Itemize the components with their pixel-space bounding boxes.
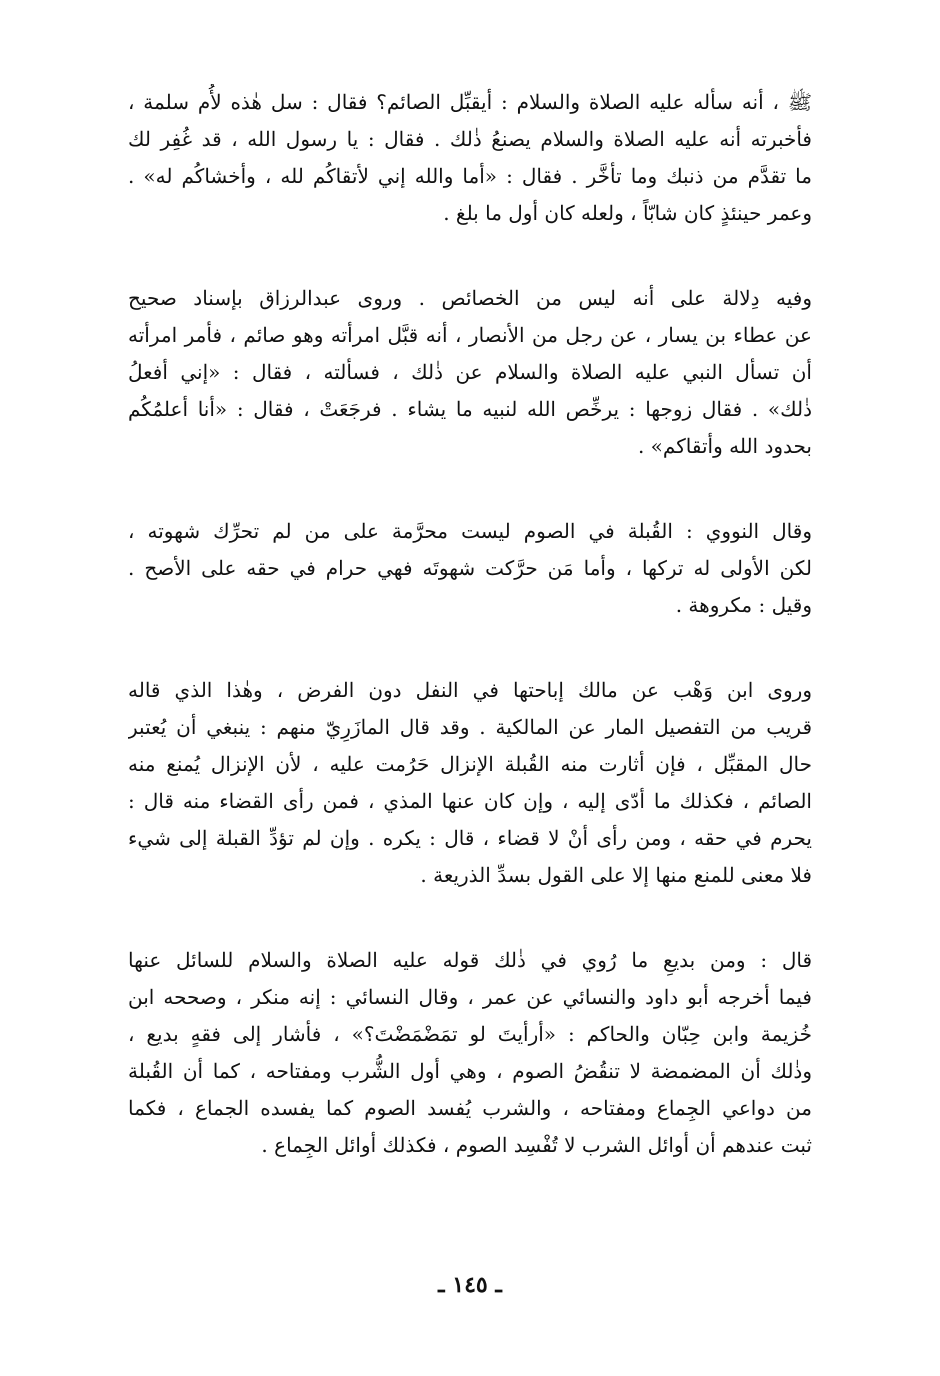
text-line: وذٰلك أن المضمضة لا تنقُضُ الصوم ، وهي أول الشُّرب ومفتاحه ، كما أن القُبلة [128, 1059, 812, 1083]
paragraph-2 [128, 280, 812, 465]
text-line: وعمر حينئذٍ كان شابّاً ، ولعله كان أول ما بلغ . [443, 201, 812, 225]
text-line: وروى ابن وَهْب عن مالك إباحتها في النفل دون الفرض ، وهٰذا الذي قاله [128, 678, 812, 702]
paragraph-5 [128, 942, 812, 1164]
text-line: قريب من التفصيل المار عن المالكية . وقد قال المازَرِيّ منهم : ينبغي أن يُعتبر [128, 715, 812, 739]
page-number: ـ ١٤٥ ـ [438, 1272, 502, 1298]
paragraph-3 [128, 513, 812, 624]
text-line: عن عطاء بن يسار ، عن رجل من الأنصار ، أنه قبَّل امرأته وهو صائم ، فأمر امرأته [128, 323, 812, 347]
text-line: وقيل : مكروهة . [675, 593, 812, 617]
paragraph-1 [128, 84, 812, 232]
text-line: من دواعي الجِماع ومفتاحه ، والشرب يُفسد الصوم كما يفسده الجماع ، فكما [128, 1096, 812, 1120]
text-line: ﷺ ، أنه سأله عليه الصلاة والسلام : أيقبِّل الصائم؟ فقال : سل هٰذه لأُم سلمة ، [128, 90, 812, 114]
text-line: قال : ومن بديعِ ما رُوي في ذٰلك قوله عليه الصلاة والسلام للسائل عنها [128, 948, 812, 972]
text-line: فيما أخرجه أبو داود والنسائي عن عمر ، وقال النسائي : إنه منكر ، وصححه ابن [128, 985, 812, 1009]
text-line: الصائم ، فكذلك ما أدّى إليه ، وإن كان عنها المذي ، فمن رأى القضاء منه قال : [128, 789, 812, 813]
text-line: أن تسأل النبي عليه الصلاة والسلام عن ذٰلك ، فسألته ، فقال : «إني أفعلُ [128, 360, 812, 384]
text-line: وقال النووي : القُبلة في الصوم ليست محرَّمة على من لم تحرِّك شهوته ، [128, 519, 812, 543]
paragraph-4 [128, 672, 812, 894]
text-line: يحرم في حقه ، ومن رأى أنْ لا قضاء ، قال : يكره . وإن لم تؤدِّ القبلة إلى شيء [128, 826, 812, 850]
text-line: حال المقبِّل ، فإن أثارت منه القُبلة الإنزال حَرُمت عليه ، لأن الإنزال يُمنع منه [128, 752, 812, 776]
text-line: وفيه دِلالة على أنه ليس من الخصائص . وروى عبدالرزاق بإسناد صحيح [128, 286, 812, 310]
text-line: فأخبرته أنه عليه الصلاة والسلام يصنعُ ذٰلك . فقال : يا رسول الله ، قد غُفِر لك [128, 127, 812, 151]
text-line: خُزيمة وابن حِبّان والحاكم : «أرأيتَ لو تمَضْمَضْتَ؟» ، فأشار إلى فقهٍ بديع ، [128, 1022, 812, 1046]
text-line: ما تقدَّم من ذنبك وما تأخَّر . فقال : «أما والله إني لأتقاكُم لله ، وأخشاكُم له» . [128, 164, 812, 188]
page-body [128, 84, 812, 1212]
text-line: بحدود الله وأتقاكم» . [637, 434, 812, 458]
text-line: ثبت عندهم أن أوائل الشرب لا تُفْسِد الصوم ، فكذلك أوائل الجِماع . [261, 1133, 812, 1157]
text-line: لكن الأولى له تركها ، وأما مَن حرَّكت شهوتَه فهي حرام في حقه على الأصح . [128, 556, 812, 580]
text-line: ذٰلك» . فقال زوجها : يرخِّص الله لنبيه ما يشاء . فرجَعَتْ ، فقال : «أنا أعلمُكُم [128, 397, 812, 421]
text-line: فلا معنى للمنع منها إلا على القول بسدِّ الذريعة . [420, 863, 812, 887]
